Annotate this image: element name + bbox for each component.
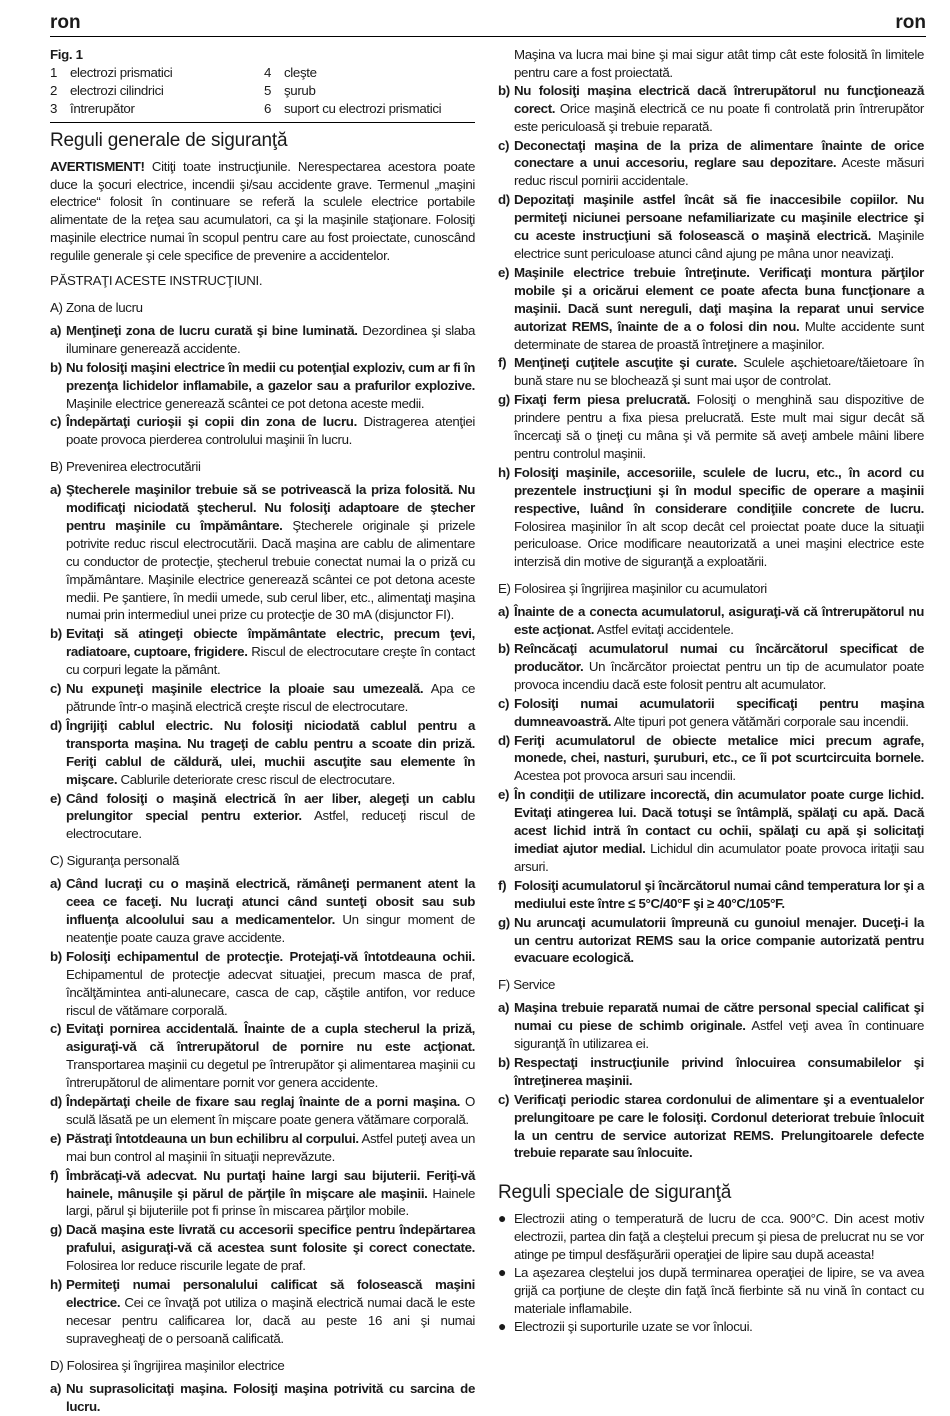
- rule-item: h) Permiteţi numai personalului calificat să folosească maşini electrice. Cei ce învaţă pot utiliza o maşină electrică numai dacă le este necesar pentru calificarea lor, dacă au peste 16 ani şi numai supravegheaţi de o persoană calificată.: [50, 1277, 475, 1346]
- section-battery-machines: [498, 580, 924, 967]
- page-header: [50, 12, 926, 37]
- rule-item: g) Nu aruncaţi acumulatorii împreună cu gunoiul menajer. Duceţi-i la un centru autorizat REMS sau la orice companie autorizată pentru evacuare ecologică.: [498, 914, 924, 966]
- rule-item: d) Îndepărtaţi cheile de fixare sau reglaj înainte de a porni maşina. O sculă lăsată pe un element în mişcare poate genera vătămare corporală.: [50, 1094, 475, 1127]
- language-code-left: ron: [50, 12, 81, 33]
- rule-item: c) Nu expuneţi maşinile electrice la ploaie sau umezeală. Apa ce pătrunde într-o maşină electrică creşte riscul de electrocutare.: [50, 681, 475, 714]
- section-personal-safety: [50, 852, 475, 1347]
- rule-item: a) Nu suprasolicitaţi maşina. Folosiţi maşina potrivită cu sarcina de lucru.: [50, 1380, 475, 1414]
- rule-item: e) Păstraţi întotdeauna un bun echilibru al corpului. Astfel puteţi avea un mai bun control al maşinii în situaţii neprevăzute.: [50, 1130, 475, 1164]
- section-work-area: [50, 299, 475, 449]
- figure-legend-item: 3 întrerupător: [50, 100, 135, 116]
- keep-instructions-note: PĂSTRAŢI ACESTE INSTRUCŢIUNI.: [50, 273, 263, 289]
- figure-legend-item: 5 şurub: [264, 82, 316, 98]
- rule-item: c) Evitaţi pornirea accidentală. Înainte de a cupla stecherul la priză, asiguraţi-vă că întrerupătorul de pornire nu este acţionat. Transportarea maşinii cu degetul pe întrerupător şi alimentarea maşinii cu întrerupătorul de alimentare pornit vor genera accidente.: [50, 1021, 475, 1091]
- section-heading: D) Folosirea şi îngrijirea maşinilor electrice: [50, 1357, 285, 1373]
- rule-item: a) Când lucraţi cu o maşină electrică, rămâneţi permanent atent la ceea ce faceţi. Nu lucraţi atunci când sunteţi obosit sau sub influenţa alcoolului sau a medicamentelor. Un singur moment de neatenţie poate cauza grave accidente.: [50, 876, 475, 945]
- section-heading: E) Folosirea şi îngrijirea maşinilor cu acumulatori: [498, 581, 767, 597]
- special-rules-heading: Reguli speciale de siguranţă: [498, 1182, 732, 1204]
- general-rules-heading: Reguli generale de siguranţă: [50, 129, 288, 151]
- rule-item: a) Maşina trebuie reparată numai de către personal special calificat şi numai cu piese de schimb originale. Astfel veţi avea în continuare siguranţă în utilizarea ei.: [498, 1000, 924, 1052]
- figure-title: Fig. 1: [50, 47, 83, 62]
- rule-item: f) Îmbrăcaţi-vă adecvat. Nu purtaţi haine largi sau bijuterii. Feriţi-vă hainele, mânuşile şi părul de părţile în mişcare ale maşinii. Hainele largi, părul şi bijuteriile pot fi prinse în miscarea părţilor mobile.: [50, 1167, 475, 1219]
- rule-item: b) Folosiţi echipamentul de protecţie. Protejaţi-vă întotdeauna ochii. Echipamentul de protecţie adecvat situaţiei, precum masca de praf, încălţămintea anti-alunecare, casca de cap, căştile antifon, vor reduce riscul de vătămare corporală.: [50, 948, 475, 1018]
- rule-item: g) Dacă maşina este livrată cu accesorii specifice pentru îndepărtarea prafului, asiguraţi-vă că acestea sunt folosite şi corect conectate. Folosirea lor reduce riscurile legate de praf.: [50, 1222, 475, 1274]
- section-service: [498, 976, 924, 1162]
- rule-item: g) Fixaţi ferm piesa prelucrată. Folosiţi o menghină sau dispozitive de prindere pentru a fixa piesa prelucrată. Este mult mai sigur decât să încercaţi să o ţineţi cu mâna şi vă permite să aveţi ambele mâini libere pentru controlul maşinii.: [498, 392, 924, 461]
- left-column: [50, 46, 475, 1416]
- rule-item: a) Menţineţi zona de lucru curată şi bine luminată. Dezordinea şi slaba iluminare generează accidente.: [50, 322, 475, 356]
- special-rule-bullet: ● Electrozii şi suporturile uzate se vor înlocui.: [498, 1317, 753, 1334]
- rule-item: d) Depozitaţi maşinile astfel încât să fie inaccesibile copiilor. Nu permiteţi niciunei persoane nefamiliarizate cu maşinile electrice şi cu aceste instrucţiuni să folosească o maşină electrică. Maşinile electrice sunt periculoase atunci când ajung pe mâna unor neavizaţi.: [498, 192, 924, 261]
- section-heading: C) Siguranţa personală: [50, 853, 180, 869]
- rule-item: c) Folosiţi numai acumulatorii specificaţi pentru maşina dumneavoastră. Alte tipuri pot genera vătămări corporale sau incendii.: [498, 695, 924, 729]
- special-rule-bullet: ● La aşezarea cleştelui jos după terminarea operaţiei de lipire, se va avea grijă ca porţiune de cleşte din faţă încă fierbinte să nu vină în contact cu materiale inflamabile.: [498, 1264, 924, 1316]
- rule-item: c) Deconectaţi maşina de la priza de alimentare înainte de orice conectare a unui accesoriu, reglare sau depozitare. Aceste măsuri reduc riscul pornirii accidentale.: [498, 137, 924, 189]
- figure-legend-item: 2 electrozi cilindrici: [50, 82, 164, 98]
- figure-legend: [50, 64, 475, 123]
- figure-legend-item: 6 suport cu electrozi prismatici: [264, 100, 442, 116]
- section-heading: B) Prevenirea electrocutării: [50, 459, 201, 475]
- rule-item: d) Îngrijiţi cablul electric. Nu folosiţi niciodată cablul pentru a transporta maşina. Nu trageţi de cablu pentru a scoate din priză. Feriţi cablul de căldură, ulei, muchii ascuţite sau elemente în mişcare. Cablurile deteriorate cresc riscul de electrocutare.: [50, 717, 475, 787]
- section-heading: F) Service: [498, 977, 556, 993]
- rule-item-continuation: Maşina va lucra mai bine şi mai sigur atât timp cât este folosită în limitele pentru care a fost proiectată.: [514, 47, 924, 80]
- rule-item: b) Nu folosiţi maşina electrică dacă întrerupătorul nu funcţionează corect. Orice maşină electrică ce nu poate fi controlată prin întrerupător este periculoasă şi trebuie reparată.: [498, 82, 924, 134]
- rule-item: d) Feriţi acumulatorul de obiecte metalice mici precum agrafe, monede, chei, nasturi, şuruburi, etc., ce îi pot scurtcircuita bornele. Acestea pot provoca arsuri sau incendii.: [498, 732, 924, 784]
- special-rule-bullet: ● Electrozii ating o temperatură de lucru de cca. 900°C. Din acest motiv electrozii, partea din faţă a cleştelui precum şi piesa de prelucrat nu se vor atinge pe timpul desfăşurării operaţiei de lipire sau după aceasta!: [498, 1210, 924, 1263]
- rule-item: b) Reîncăcaţi acumulatorul numai cu încărcătorul specificat de producător. Un încărcător proiectat pentru un tip de acumulator poate provoca incendiu dacă este folosit pentru alt acumulator.: [498, 641, 924, 692]
- rule-item: f) Folosiţi acumulatorul şi încărcătorul numai când temperatura lor şi a mediului este între ≤ 5°C/40°F şi ≥ 40°C/105°F.: [498, 877, 924, 911]
- rule-item: f) Menţineţi cuţitele ascuţite şi curate. Sculele aşchietoare/tăietoare în bună stare nu se blochează şi sunt mai uşor de controlat.: [498, 355, 924, 389]
- bullet-icon: ●: [498, 1210, 507, 1227]
- rule-item: a) Înainte de a conecta acumulatorul, asiguraţi-vă că întrerupătorul nu este acţionat. Astfel evitaţi accidentele.: [498, 604, 924, 638]
- rule-item: h) Folosiţi maşinile, accesoriile, sculele de lucru, etc., în acord cu prezentele instrucţiuni şi în modul specific de operare a maşinii respective, luând în considerare condiţiile concrete de lucru. Folosirea maşinilor în alt scop decât cel proiectat poate duce la situaţii periculoase. Orice modificare neautorizată a unei maşini electrice este interzisă din motive de siguranţă a exploatării.: [498, 464, 924, 570]
- rule-item: c) Îndepărtaţi curioşii şi copii din zona de lucru. Distragerea atenţiei poate provoca pierderea controlului maşinii în lucru.: [50, 414, 476, 448]
- rule-item: b) Nu folosiţi maşini electrice în medii cu potenţial exploziv, cum ar fi în prezenţa lichidelor inflamabile, a gazelor sau a prafurilor explozive. Maşinile electrice generează scântei ce pot detona aceste medii.: [50, 359, 475, 411]
- figure-legend-item: 1 electrozi prismatici: [50, 64, 173, 80]
- section-heading: A) Zona de lucru: [50, 299, 143, 315]
- rule-item: e) Maşinile electrice trebuie întreţinute. Verificaţi montura părţilor mobile şi a oricărui element ce poate afecta buna funcţionare a maşinii. Dacă sunt nereguli, daţi maşina la reparat unui service autorizat REMS, înainte de a o folosi din nou. Multe accidente sunt determinate de starea de proastă întreţinere a maşinilor.: [498, 264, 924, 352]
- rule-item: b) Evitaţi să atingeţi obiecte împământate electric, precum ţevi, radiatoare, cuptoare, frigidere. Riscul de electrocutare creşte în contact cu corpuri legate la pământ.: [50, 626, 475, 678]
- rule-item: a) Ştecherele maşinilor trebuie să se potrivească la priza folosită. Nu modificaţi niciodată ştecherul. Nu folosiţi adaptoare de ştecher pentru maşinile cu împământare. Ştecherele originale şi prizele potrivite reduc riscul electrocutării. Dacă maşina are cablu de alimentare cu conductor de protecţie, ştecherul trebuie conectat numai la o priză cu împământare. Maşinile electrice generează scântei ce pot detona aceste medii. Pe şantiere, în medii umede, sub cerul liber, etc., alimentaţi maşina numai prin intermediul unei prize cu protecţie de 30 mA (disjunctor FI).: [50, 482, 475, 623]
- section-machine-use: [50, 1357, 475, 1416]
- warning-paragraph: AVERTISMENT! Citiţi toate instrucţiunile. Nerespectarea acestora poate duce la şocuri electrice, incendii şi/sau accidente grave. Termenul „maşini electrice“ folosit în continuare se referă la sculele electrice portabile alimentate de la reţea sau acumulatori, ca şi la maşinile staţionare. Folosiţi maşinile electrice numai în scopul pentru care au fost proiectate, cunoscând regulile generale şi cele specifice de prevenire a accidentelor.: [50, 158, 475, 264]
- figure-legend-item: 4 cleşte: [264, 64, 317, 80]
- bullet-icon: ●: [498, 1317, 507, 1334]
- language-code-right: ron: [895, 12, 926, 33]
- rule-item: c) Verificaţi periodic starea cordonului de alimentare şi a eventualelor prelungitoare pe care le folosiţi. Cordonul deteriorat trebuie înlocuit la un centru de service autorizat REMS. Prelungitoarele defecte trebuie reparate sau înlocuite.: [498, 1091, 924, 1161]
- rule-item: b) Respectaţi instrucţiunile privind înlocuirea consumabilelor şi întreţinerea maşinii.: [498, 1054, 924, 1088]
- rule-item: e) În condiţii de utilizare incorectă, din acumulator poate curge lichid. Evitaţi atingerea lui. Dacă totuşi se întâmplă, spălaţi cu apă. Dacă acest lichid intră în contact cu ochii, spălaţi cu apă şi solicitaţi imediat ajutor medial. Lichidul din acumulator poate provoca iritaţii sau arsuri.: [498, 787, 924, 874]
- right-column: [498, 46, 924, 1336]
- section-electrocution: [50, 458, 475, 843]
- bullet-icon: ●: [498, 1264, 507, 1281]
- rule-item: e) Când folosiţi o maşină electrică în aer liber, alegeţi un cablu prelungitor special pentru exterior. Astfel, reduceţi riscul de electrocutare.: [50, 790, 476, 842]
